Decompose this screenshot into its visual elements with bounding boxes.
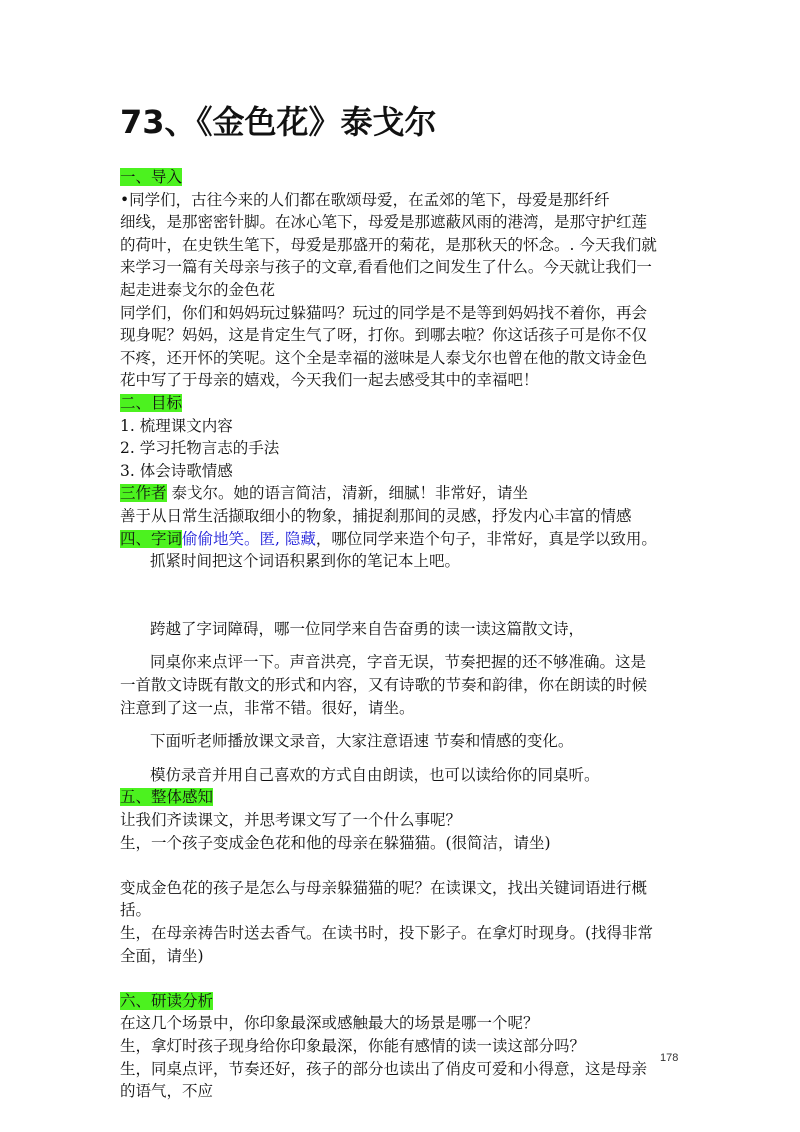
intro-p2-line: 花中写了于母亲的嬉戏，今天我们一起去感受其中的幸福吧！	[120, 371, 539, 390]
page-title: 73、《金色花》泰戈尔	[120, 103, 437, 141]
reading-p1: 跨越了字词障碍，哪一位同学来自告奋勇的读一读这篇散文诗，	[150, 619, 585, 638]
intro-p1-line: •同学们，古往今来的人们都在歌颂母爱，在孟郊的笔下，母爱是那纤纤	[120, 190, 610, 209]
words-highlight-text: 偷偷地笑。匿, 隐藏	[182, 529, 316, 548]
intro-p1-line: 细线，是那密密针脚。在冰心笔下，母爱是那遮蔽风雨的港湾，是那守护红莲	[120, 213, 648, 232]
author-line: 善于从日常生活撷取细小的物象，捕捉刹那间的灵感，抒发内心丰富的情感	[120, 506, 632, 525]
analysis-line: 的语气，不应	[120, 1082, 214, 1101]
intro-p2-line: 不疼，还开怀的笑呢。这个全是幸福的滋味是人泰戈尔也曾在他的散文诗金色	[120, 348, 648, 367]
intro-p2-line: 同学们，你们和妈妈玩过躲猫吗？玩过的同学是不是等到妈妈找不着你，再会	[120, 303, 648, 322]
section-heading-analysis: 六、研读分析	[120, 991, 214, 1010]
overall-line: 变成金色花的孩子是怎么与母亲躲猫猫的呢？在读课文，找出关键词语进行概	[120, 878, 648, 897]
overall-line: 让我们齐读课文，并思考课文写了一个什么事呢？	[120, 811, 462, 830]
section-heading-overall: 五、整体感知	[120, 788, 214, 807]
overall-line: 生，一个孩子变成金色花和他的母亲在躲猫猫。(很简洁，请坐)	[120, 833, 551, 852]
goal-item: 1. 梳理课文内容	[120, 416, 233, 435]
document-body	[120, 166, 690, 1103]
overall-line: 全面，请坐)	[120, 946, 204, 965]
reading-p2-line: 一首散文诗既有散文的形式和内容，又有诗歌的节奏和韵律，你在朗读的时候	[120, 676, 648, 695]
goal-item: 3. 体会诗歌情感	[120, 461, 233, 480]
intro-p1-line: 起走进泰戈尔的金色花	[120, 280, 276, 299]
author-line: 泰戈尔。她的语言简洁，清新，细腻！非常好，请坐	[166, 484, 528, 503]
reading-p4: 模仿录音并用自己喜欢的方式自由朗读，也可以读给你的同桌听。	[150, 765, 600, 784]
section-heading-words: 四、字词	[120, 529, 183, 548]
section-heading-goals: 二、目标	[120, 393, 183, 412]
intro-p2-line: 现身呢？妈妈，这是肯定生气了呀，打你。到哪去啦？你这话孩子可是你不仅	[120, 326, 648, 345]
goal-item: 2. 学习托物言志的手法	[120, 439, 280, 458]
section-heading-intro: 一、导入	[120, 168, 183, 186]
overall-line: 括。	[120, 901, 152, 920]
words-text: ，哪位同学来造个句子，非常好，真是学以致用。	[315, 529, 657, 548]
analysis-line: 生，拿灯时孩子现身给你印象最深，你能有感情的读一读这部分吗？	[120, 1036, 586, 1055]
analysis-line: 生，同桌点评，节奏还好，孩子的部分也读出了俏皮可爱和小得意，这是母亲	[120, 1059, 648, 1078]
reading-p2-line: 注意到了这一点，非常不错。很好，请坐。	[120, 698, 415, 717]
reading-p3: 下面听老师播放课文录音，大家注意语速 节奏和情感的变化。	[150, 732, 574, 751]
reading-p2-line: 同桌你来点评一下。声音洪亮，字音无误，节奏把握的还不够准确。这是	[150, 653, 647, 672]
page-number: 178	[660, 1052, 679, 1064]
intro-p1-line: 来学习一篇有关母亲与孩子的文章,看看他们之间发生了什么。今天就让我们一	[120, 258, 652, 277]
intro-p1-line: 的荷叶，在史铁生笔下，母爱是那盛开的菊花，是那秋天的怀念。. 今天我们就	[120, 235, 657, 254]
words-line: 抓紧时间把这个词语积累到你的笔记本上吧。	[150, 552, 461, 571]
analysis-line: 在这几个场景中，你印象最深或感触最大的场景是哪一个呢？	[120, 1014, 539, 1033]
section-heading-author: 三作者	[120, 484, 167, 503]
overall-line: 生，在母亲祷告时送去香气。在读书时，投下影子。在拿灯时现身。(找得非常	[120, 924, 654, 942]
